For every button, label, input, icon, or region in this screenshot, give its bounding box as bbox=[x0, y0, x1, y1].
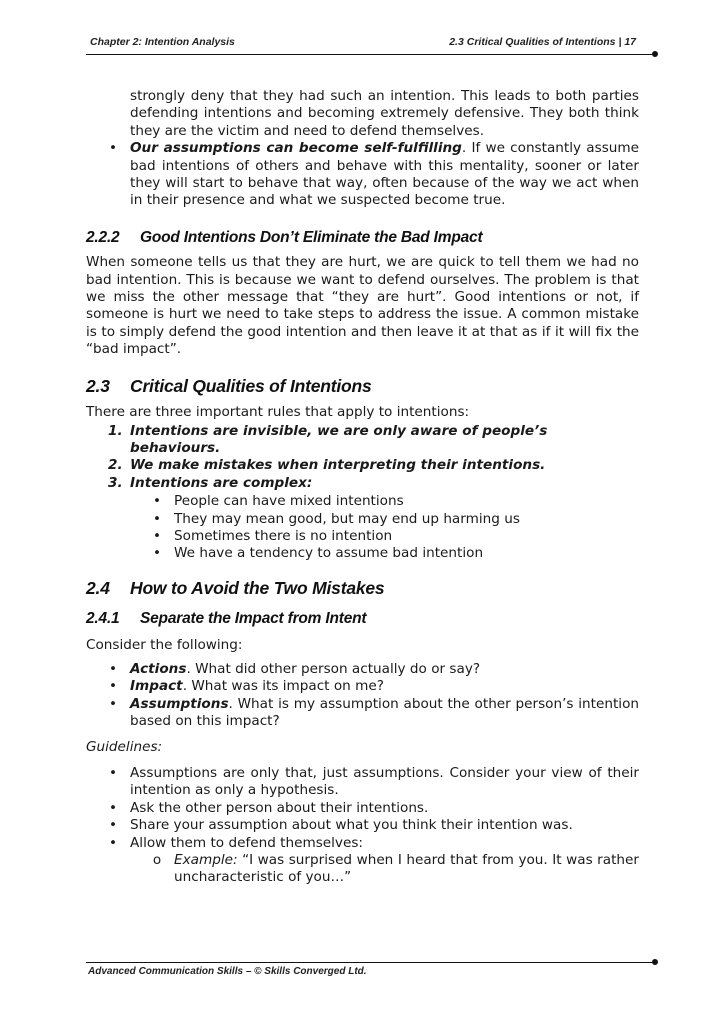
page-content bbox=[86, 88, 639, 887]
item-lead: Actions bbox=[130, 660, 187, 677]
section-title: Good Intentions Don’t Eliminate the Bad Impact bbox=[140, 228, 483, 246]
list-item bbox=[152, 852, 639, 887]
header-section-title: 2.3 Critical Qualities of Intentions bbox=[449, 36, 616, 48]
bullet-icon: • bbox=[108, 817, 118, 834]
section-title: Separate the Impact from Intent bbox=[140, 610, 367, 628]
list-text: We have a tendency to assume bad intention bbox=[174, 545, 484, 562]
bullet-icon: • bbox=[152, 527, 162, 544]
section-heading-2-2-2 bbox=[86, 229, 639, 246]
page-number: 17 bbox=[624, 36, 636, 48]
bullet-icon: • bbox=[108, 140, 118, 157]
list-item bbox=[108, 765, 639, 800]
list-item bbox=[108, 695, 639, 731]
bullet-icon: • bbox=[108, 660, 118, 677]
section-paragraph: When someone tells us that they are hurt, we are quick to tell them we had no bad intention. This is because we want to defend ourselves. The problem is that we miss the other message that “they are hurt”. Good intentions or not, if someone is hurt we need to take steps to address the issue. A common mistake is to simply defend the good intention and then leave it at that as if it will fix the “bad impact”. bbox=[86, 254, 639, 358]
rule-text: Intentions are complex: bbox=[130, 474, 313, 491]
header-rule bbox=[86, 54, 654, 55]
list-text: Share your assumption about what you think their intention was. bbox=[130, 817, 573, 834]
list-number: 1. bbox=[108, 422, 123, 439]
continued-section bbox=[86, 88, 639, 210]
section-title: Critical Qualities of Intentions bbox=[130, 375, 372, 396]
bullet-text: . If we constantly assume bad intentions of others and behave with this mentality, sooner or later they will start to behave that way, often because of the way we act when in their presence and what we suspected become true. bbox=[130, 140, 639, 209]
list-item bbox=[108, 660, 639, 678]
list-text: Ask the other person about their intentions. bbox=[130, 799, 429, 816]
consider-list bbox=[86, 661, 639, 731]
list-item bbox=[108, 678, 639, 695]
section-intro: There are three important rules that apply to intentions: bbox=[86, 404, 470, 421]
list-item bbox=[108, 799, 639, 817]
continued-paragraph: strongly deny that they had such an intention. This leads to both parties defending intentions and becoming extremely defensive. They both think they are the victim and need to defend themselves. bbox=[130, 88, 639, 139]
list-item bbox=[108, 834, 639, 852]
bullet-icon: • bbox=[152, 493, 162, 510]
list-item bbox=[108, 140, 639, 210]
section-intro: Consider the following: bbox=[86, 636, 243, 653]
circle-bullet-icon: o bbox=[152, 852, 162, 869]
bullet-icon: • bbox=[108, 834, 118, 851]
list-text: Allow them to defend themselves: bbox=[130, 834, 363, 851]
list-number: 3. bbox=[108, 474, 123, 491]
section-number: 2.4.1 bbox=[86, 610, 120, 628]
example-text: “I was surprised when I heard that from you. It was rather uncharacteristic of you…” bbox=[174, 852, 639, 886]
item-lead: Assumptions bbox=[130, 695, 229, 712]
list-item bbox=[108, 422, 639, 458]
list-text: Assumptions are only that, just assumptions. Consider your view of their intention as only a hypothesis. bbox=[130, 765, 639, 799]
header-chapter: Chapter 2: Intention Analysis bbox=[90, 36, 235, 48]
example-label: Example: bbox=[174, 852, 238, 869]
section-number: 2.3 bbox=[86, 375, 110, 396]
item-text: . What was its impact on me? bbox=[182, 678, 384, 695]
page-footer: Advanced Communication Skills – © Skills Converged Ltd. bbox=[88, 966, 367, 977]
section-heading-2-4-1 bbox=[86, 610, 639, 627]
sub-bullet-list bbox=[86, 493, 639, 563]
list-item bbox=[152, 510, 639, 528]
section-number: 2.4 bbox=[86, 577, 110, 598]
page-header bbox=[88, 36, 638, 50]
rule-text: We make mistakes when interpreting their intentions. bbox=[130, 457, 546, 474]
example-list bbox=[86, 852, 639, 887]
bullet-icon: • bbox=[152, 545, 162, 562]
list-item bbox=[108, 457, 639, 474]
rules-list bbox=[86, 423, 639, 493]
list-item bbox=[108, 474, 639, 492]
bullet-icon: • bbox=[108, 678, 118, 695]
list-text: People can have mixed intentions bbox=[174, 493, 404, 510]
section-heading-2-4 bbox=[86, 577, 639, 598]
header-separator: | bbox=[618, 36, 622, 48]
guidelines-list bbox=[86, 765, 639, 852]
list-item bbox=[152, 527, 639, 545]
bullet-icon: • bbox=[108, 765, 118, 781]
item-lead: Impact bbox=[130, 678, 183, 695]
guidelines-label: Guidelines: bbox=[86, 738, 163, 755]
section-number: 2.2.2 bbox=[86, 228, 120, 246]
bullet-icon: • bbox=[108, 695, 118, 712]
header-section bbox=[449, 36, 636, 48]
list-text: They may mean good, but may end up harming us bbox=[174, 510, 520, 527]
bullet-icon: • bbox=[152, 510, 162, 527]
bullet-lead: Our assumptions can become self-fulfilling bbox=[130, 140, 462, 157]
list-item bbox=[152, 493, 639, 510]
rule-text: Intentions are invisible, we are only aware of people’s behaviours. bbox=[130, 422, 548, 456]
section-heading-2-3 bbox=[86, 375, 639, 396]
list-item bbox=[152, 545, 639, 562]
bullet-icon: • bbox=[108, 799, 118, 816]
list-number: 2. bbox=[108, 457, 123, 474]
list-item bbox=[108, 817, 639, 834]
section-title: How to Avoid the Two Mistakes bbox=[130, 577, 385, 598]
list-text: Sometimes there is no intention bbox=[174, 527, 393, 544]
item-text: . What did other person actually do or say? bbox=[186, 660, 481, 677]
footer-rule bbox=[86, 962, 654, 963]
item-text: . What is my assumption about the other person’s intention based on this impact? bbox=[130, 695, 639, 730]
